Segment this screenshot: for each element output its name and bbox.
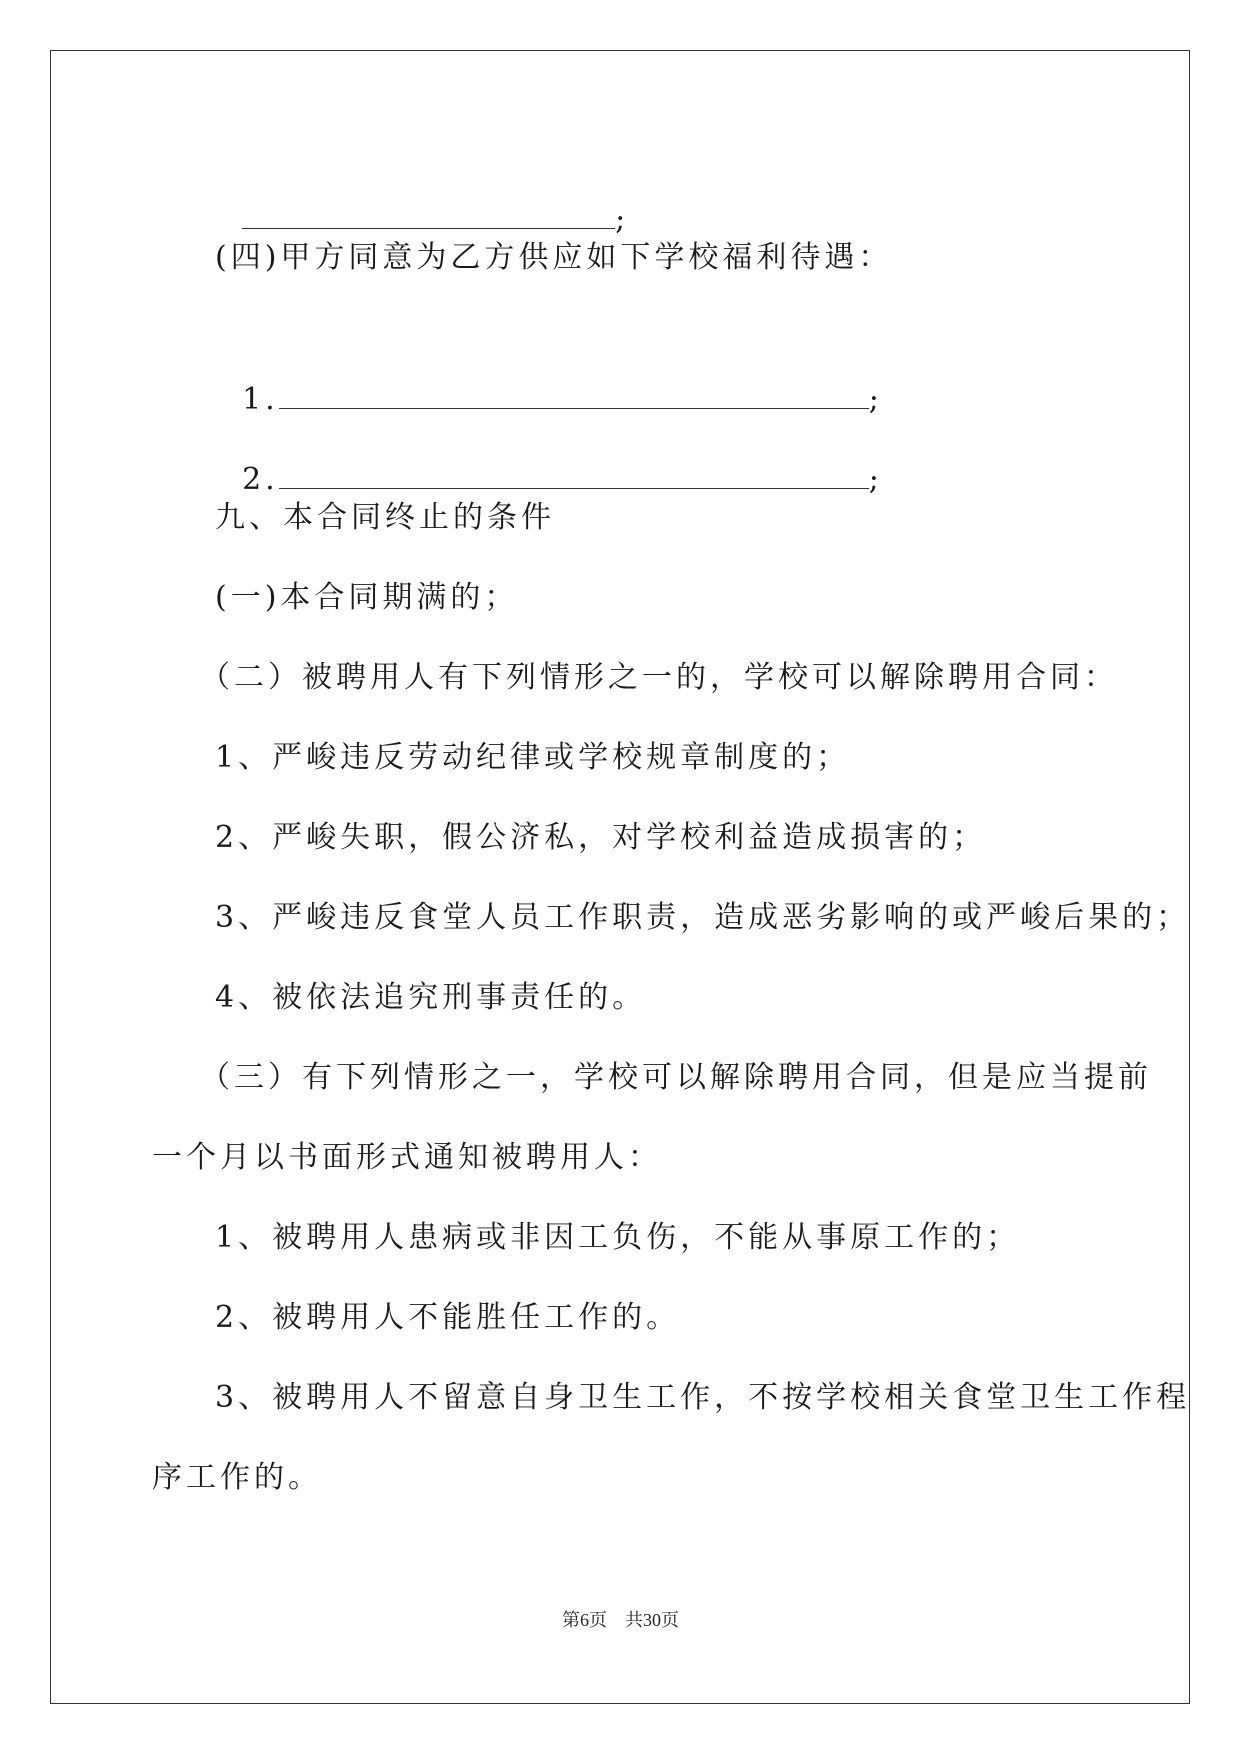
section-heading: 九、本合同终止的条件 (215, 500, 555, 535)
semicolon: ; (868, 382, 883, 417)
clause-welfare-heading: (四)甲方同意为乙方供应如下学校福利待遇： (215, 240, 893, 275)
paragraph: (一)本合同期满的； (215, 580, 519, 615)
semicolon: ; (868, 462, 883, 497)
item-number: 2. (242, 462, 279, 497)
welfare-item-2 (215, 418, 883, 500)
item-number: 1. (242, 382, 279, 417)
list-item: 4、被依法追究刑事责任的。 (215, 980, 647, 1015)
paragraph-continuation: 序工作的。 (152, 1460, 322, 1495)
semicolon: ; (615, 202, 630, 237)
list-item: 1、被聘用人患病或非因工负伤，不能从事原工作的； (215, 1220, 1021, 1255)
list-item: 3、被聘用人不留意自身卫生工作，不按学校相关食堂卫生工作程 (215, 1380, 1191, 1415)
list-item: 1、严峻违反劳动纪律或学校规章制度的； (215, 740, 851, 775)
blank-underline (279, 378, 869, 409)
page-frame (50, 50, 1190, 1704)
paragraph: （三）有下列情形之一，学校可以解除聘用合同，但是应当提前 (200, 1060, 1152, 1095)
blank-underline (279, 458, 869, 489)
list-item: 2、严峻失职，假公济私，对学校利益造成损害的； (215, 820, 987, 855)
paragraph: （二）被聘用人有下列情形之一的，学校可以解除聘用合同： (200, 660, 1118, 695)
paragraph-continuation: 一个月以书面形式通知被聘用人： (152, 1140, 662, 1175)
welfare-item-1 (215, 338, 883, 420)
list-item: 3、严峻违反食堂人员工作职责，造成恶劣影响的或严峻后果的； (215, 900, 1191, 935)
list-item: 2、被聘用人不能胜任工作的。 (215, 1300, 681, 1335)
blank-underline (242, 198, 615, 229)
blank-line-row (215, 158, 629, 240)
page-number-footer: 第6页 共30页 (562, 1610, 679, 1630)
